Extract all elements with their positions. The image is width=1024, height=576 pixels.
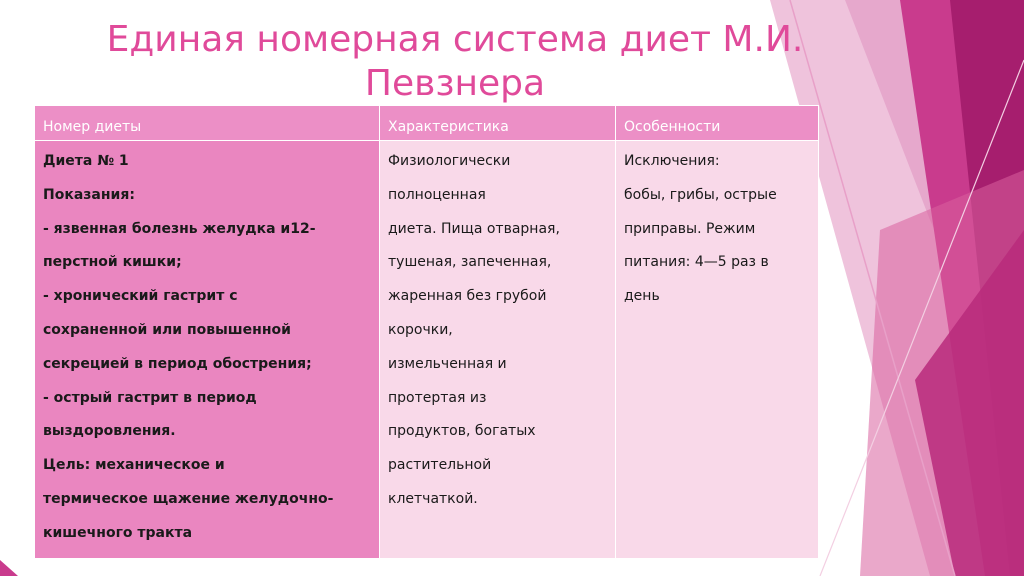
text-line: продуктов, богатых xyxy=(388,423,536,440)
text-line: измельченная и xyxy=(388,355,507,372)
text-line: сохраненной или повышенной xyxy=(43,321,291,338)
table-row xyxy=(35,141,819,559)
text-line: корочки, xyxy=(388,321,453,338)
text-line: кишечного тракта xyxy=(43,524,193,541)
text-line: - хронический гастрит с xyxy=(43,288,238,305)
text-line: термическое щажение желудочно- xyxy=(43,490,334,507)
text-line: тушеная, запеченная, xyxy=(388,254,552,271)
text-line: питания: 4—5 раз в xyxy=(624,254,769,271)
text-line: приправы. Режим xyxy=(624,220,756,237)
text-line: бобы, грибы, острые xyxy=(624,186,777,203)
title-line-2: Певзнера xyxy=(364,63,546,104)
cell-characteristics xyxy=(380,141,616,559)
text-line: выздоровления. xyxy=(43,423,176,440)
text-line: Диета № 1 xyxy=(43,153,129,169)
header-features: Особенности xyxy=(616,106,819,141)
text-line: полноценная xyxy=(388,186,486,203)
text-line: - язвенная болезнь желудка и12- xyxy=(43,220,316,237)
slide-title xyxy=(60,18,850,106)
header-characteristics: Характеристика xyxy=(380,106,616,141)
text-line: секрецией в период обострения; xyxy=(43,355,312,372)
text-line: Физиологически xyxy=(388,153,511,169)
text-line: перстной кишки; xyxy=(43,254,182,271)
text-line: диета. Пища отварная, xyxy=(388,220,560,237)
text-line: жаренная без грубой xyxy=(388,288,547,305)
text-line: клетчаткой. xyxy=(388,490,478,507)
text-line: - острый гастрит в период xyxy=(43,389,257,406)
diet-table xyxy=(34,105,819,559)
text-line: Показания: xyxy=(43,186,135,203)
text-line: протертая из xyxy=(388,389,487,406)
cell-features xyxy=(616,141,819,559)
text-line: Цель: механическое и xyxy=(43,457,225,474)
title-line-1: Единая номерная система диет М.И. xyxy=(106,19,804,60)
header-diet-number: Номер диеты xyxy=(35,106,380,141)
text-line: растительной xyxy=(388,457,492,474)
text-line: день xyxy=(624,288,660,305)
text-line: Исключения: xyxy=(624,153,720,169)
deco-bottom-left-triangle xyxy=(0,560,18,576)
table-header-row xyxy=(35,106,819,141)
cell-diet-description xyxy=(35,141,380,559)
